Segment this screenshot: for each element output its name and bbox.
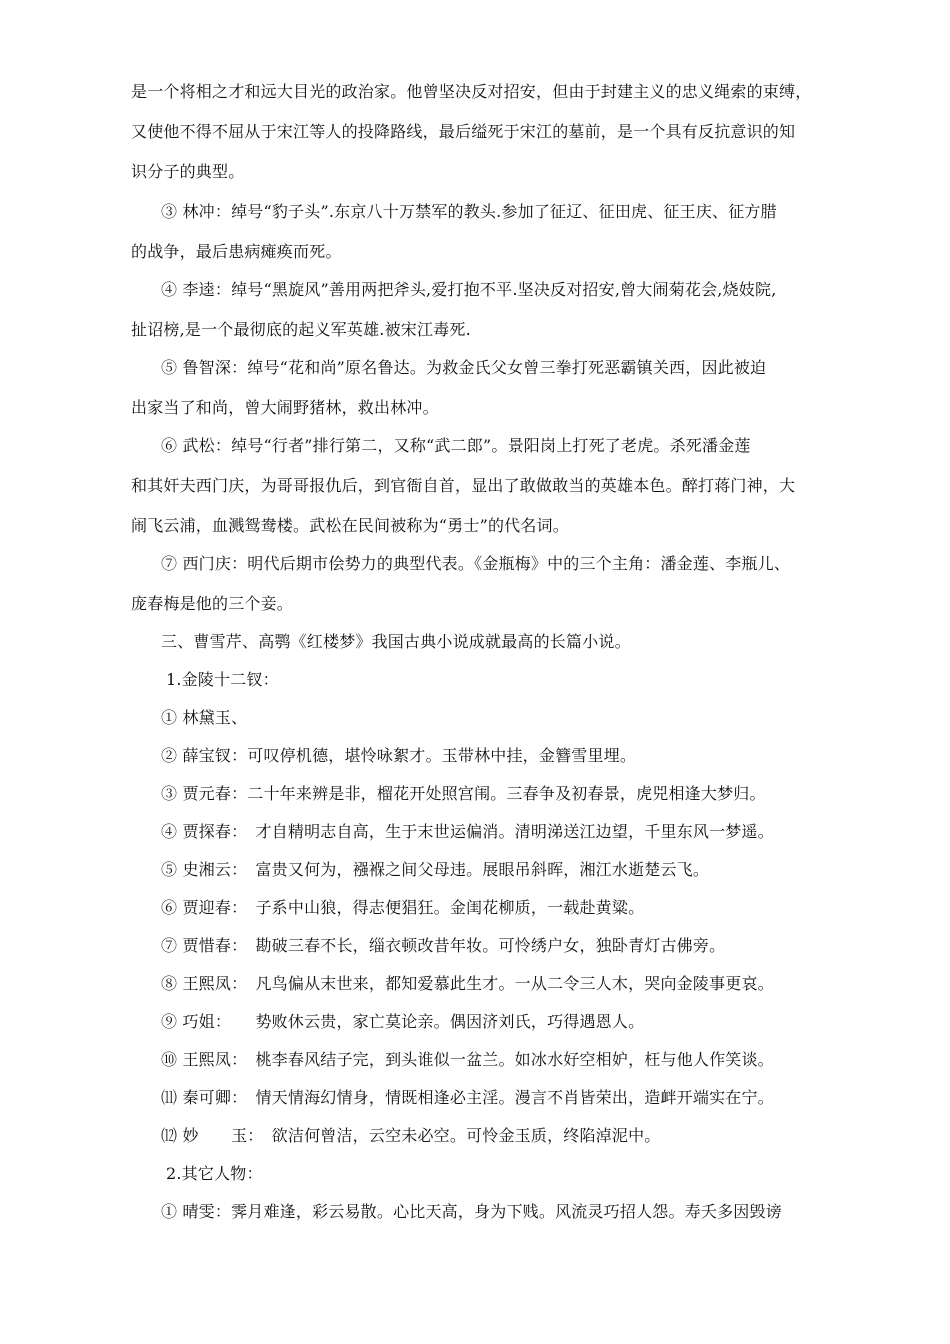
list-item: ⑧ 王熙凤： 凡鸟偏从末世来，都知爱慕此生才。一从二令三人木，哭向金陵事更哀。 (161, 974, 774, 993)
list-item: ① 林黛玉、 (161, 708, 248, 727)
list-item: ② 薛宝钗：可叹停机德，堪怜咏絮才。玉带林中挂，金簪雪里埋。 (161, 746, 637, 765)
text-line: ③ 林冲：绰号“豹子头”.东京八十万禁军的教头.参加了征辽、征田虎、征王庆、征方腊 (161, 202, 777, 221)
text-line: 出家当了和尚，曾大闹野猪林，救出林冲。 (131, 398, 439, 417)
section-heading: 三、曹雪芹、高鹗《红楼梦》我国古典小说成就最高的长篇小说。 (161, 632, 631, 651)
text-line: 扯诏榜,是一个最彻底的起义军英雄.被宋江毒死. (131, 320, 471, 339)
text-line: 闹飞云浦，血溅鸳鸯楼。武松在民间被称为“勇士”的代名词。 (131, 516, 569, 535)
text-line: ⑤ 鲁智深：绰号“花和尚”原名鲁达。为救金氏父女曾三拳打死恶霸镇关西，因此被迫 (161, 358, 767, 377)
text-line: 又使他不得不屈从于宋江等人的投降路线，最后缢死于宋江的墓前，是一个具有反抗意识的知 (131, 122, 796, 141)
text-line: 和其奸夫西门庆，为哥哥报仇后，到官衙自首，显出了敢做敢当的英雄本色。醉打蒋门神，大 (131, 476, 796, 495)
text-line: ⑥ 武松：绰号“行者”排行第二，又称“武二郎”。景阳岗上打死了老虎。杀死潘金莲 (161, 436, 751, 455)
list-item: ⑥ 贾迎春： 子系中山狼，得志便猖狂。金闺花柳质，一载赴黄粱。 (161, 898, 645, 917)
text-line: 的战争，最后患病瘫痪而死。 (131, 242, 342, 261)
subsection-heading: 1.金陵十二钗： (166, 670, 279, 689)
list-item: ⑤ 史湘云： 富贵又何为，襁褓之间父母违。展眼吊斜晖，湘江水逝楚云飞。 (161, 860, 710, 879)
list-item: ③ 贾元春：二十年来辨是非，榴花开处照宫闱。三春争及初春景，虎兕相逢大梦归。 (161, 784, 766, 803)
list-item: ⑾ 秦可卿： 情天情海幻情身，情既相逢必主淫。漫言不肖皆荣出，造衅开端实在宁。 (161, 1088, 774, 1107)
list-item: ⑿ 妙 玉： 欲洁何曾洁，云空未必空。可怜金玉质，终陷淖泥中。 (161, 1126, 661, 1145)
text-line: 庞春梅是他的三个妾。 (131, 594, 294, 613)
list-item: ④ 贾探春： 才自精明志自高，生于末世运偏消。清明涕送江边望，千里东风一梦遥。 (161, 822, 774, 841)
list-item: ⑩ 王熙凤： 桃李春风结子完，到头谁似一盆兰。如冰水好空相妒，枉与他人作笑谈。 (161, 1050, 774, 1069)
list-item: ⑦ 贾惜春： 勘破三春不长，缁衣顿改昔年妆。可怜绣户女，独卧青灯古佛旁。 (161, 936, 726, 955)
text-line: 识分子的典型。 (131, 162, 245, 181)
subsection-heading: 2.其它人物： (166, 1164, 263, 1183)
text-line: 是一个将相之才和远大目光的政治家。他曾坚决反对招安，但由于封建主义的忠义绳索的束缚， (131, 82, 812, 101)
list-item: ① 晴雯：霁月难逢，彩云易散。心比天高，身为下贱。风流灵巧招人怨。寿夭多因毁谤 (161, 1202, 782, 1221)
text-line: ⑦ 西门庆：明代后期市侩势力的典型代表。《金瓶梅》中的三个主角：潘金莲、李瓶儿、 (161, 554, 791, 573)
text-line: ④ 李逵：绰号“黑旋风”善用两把斧头,爱打抱不平.坚决反对招安,曾大闹菊花会,烧妓院, (161, 280, 777, 299)
list-item: ⑨ 巧姐： 势败休云贵，家亡莫论亲。偶因济刘氏，巧得遇恩人。 (161, 1012, 645, 1031)
